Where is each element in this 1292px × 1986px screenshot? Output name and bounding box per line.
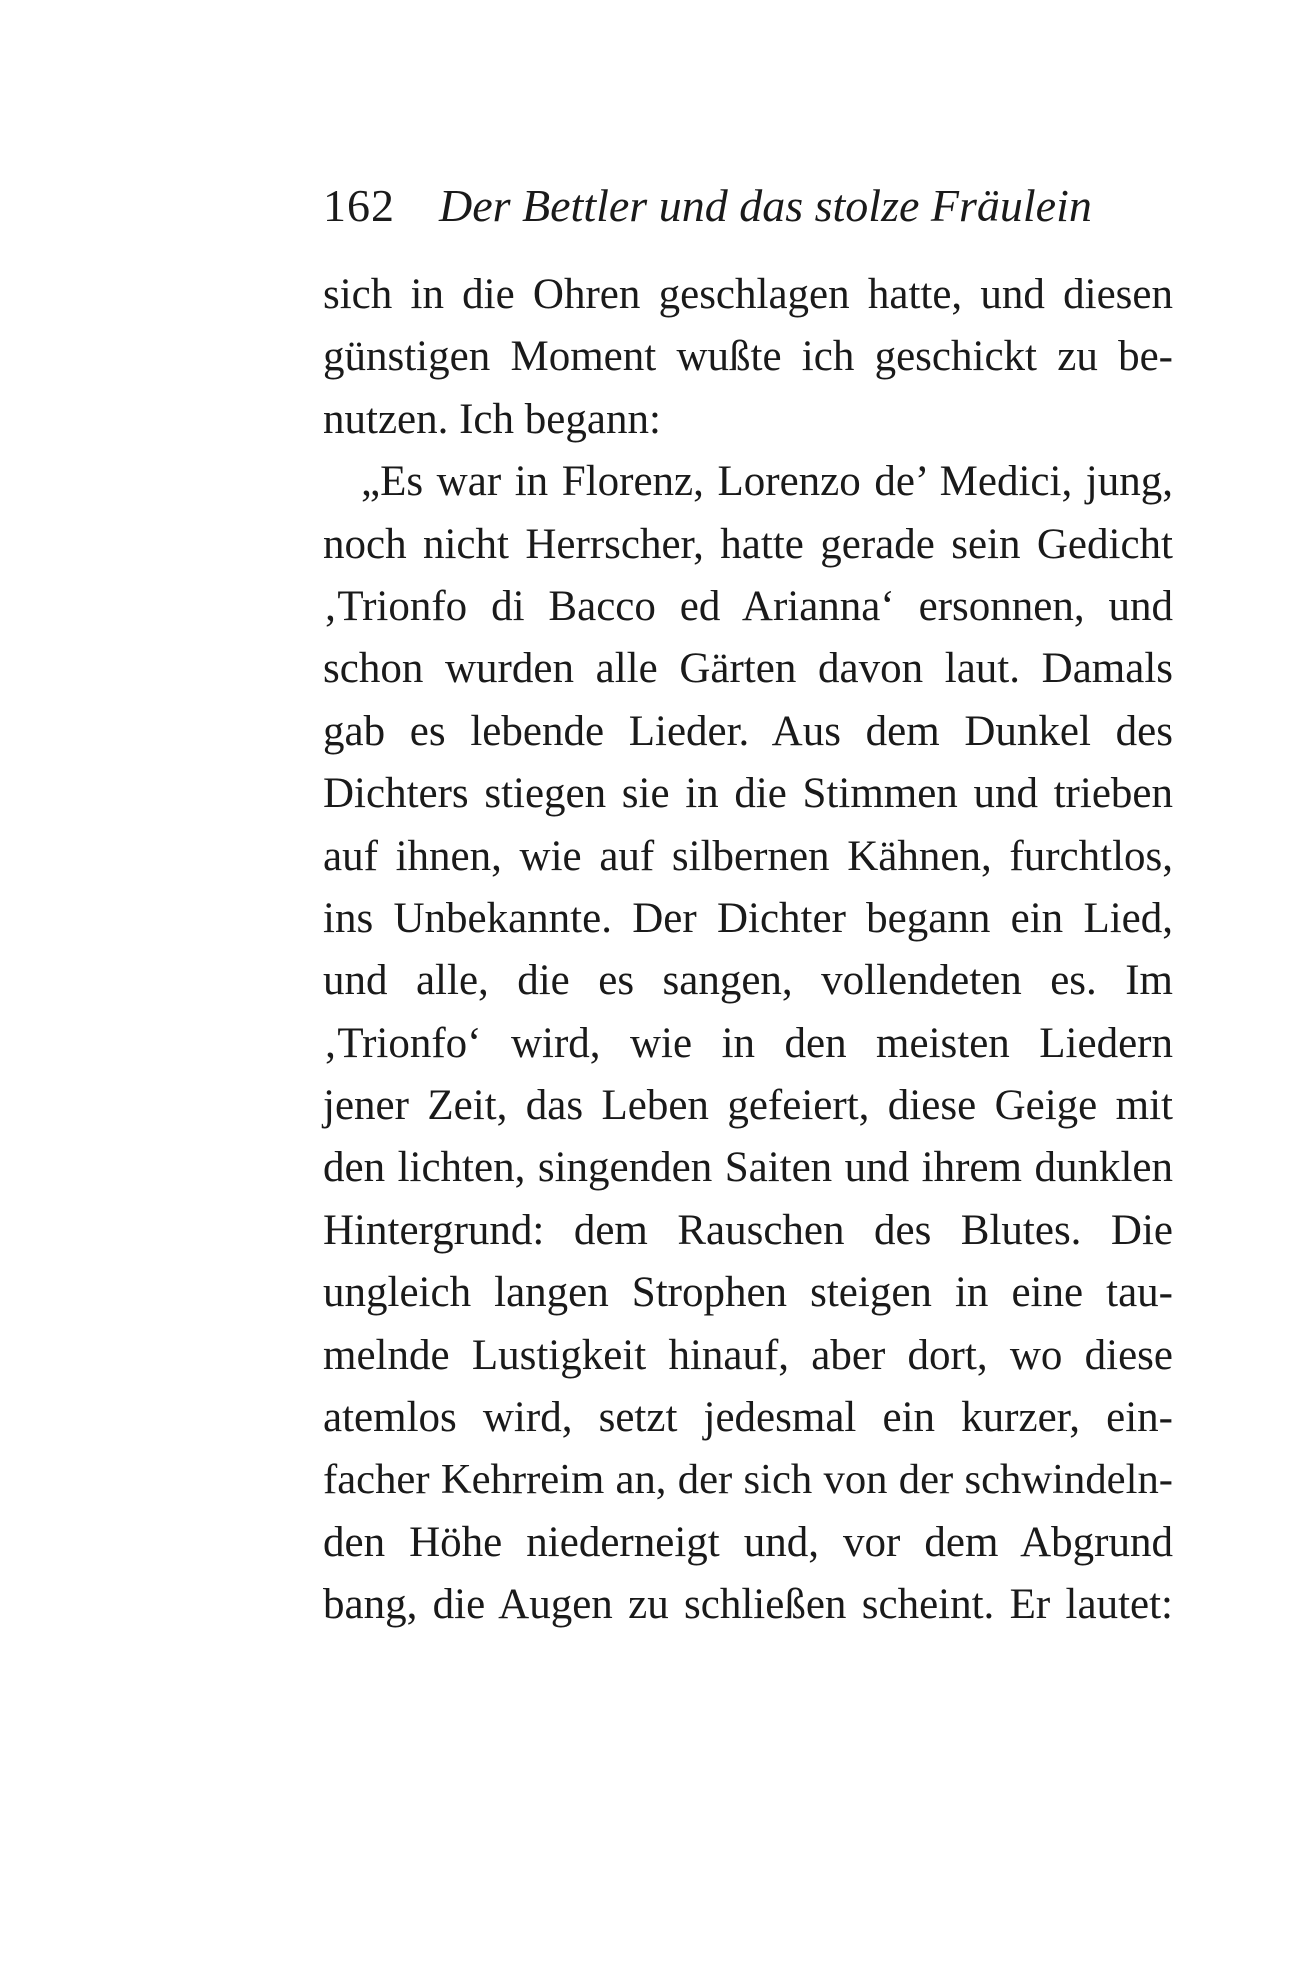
text-line: den Höhe niederneigt und, vor dem Abgrund — [323, 1518, 1173, 1566]
text-line: günstigen Moment wußte ich geschickt zu be- — [323, 333, 1173, 381]
text-line: den lichten, singenden Saiten und ihrem dunklen — [323, 1144, 1173, 1192]
text-line: melnde Lustigkeit hinauf, aber dort, wo diese — [323, 1331, 1173, 1379]
page-number: 162 — [323, 180, 395, 231]
text-line: ‚Trionfo di Bacco ed Arianna‘ ersonnen, und — [323, 582, 1173, 630]
text-line: nutzen. Ich begann: — [323, 395, 661, 443]
text-line: ‚Trionfo‘ wird, wie in den meisten Liedern — [323, 1019, 1173, 1067]
text-line: jener Zeit, das Leben gefeiert, diese Geige mit — [323, 1082, 1173, 1130]
running-head — [323, 176, 1173, 236]
text-line: bang, die Augen zu schließen scheint. Er lautet: — [323, 1581, 1173, 1629]
running-title: Der Bettler und das stolze Fräulein — [439, 180, 1092, 231]
text-line: und alle, die es sangen, vollendeten es. Im — [323, 957, 1173, 1005]
text-line: noch nicht Herrscher, hatte gerade sein Gedicht — [323, 520, 1173, 568]
text-line: facher Kehrreim an, der sich von der schwindeln- — [323, 1456, 1173, 1504]
text-line: Dichters stiegen sie in die Stimmen und trieben — [323, 770, 1173, 818]
text-line: atemlos wird, setzt jedesmal ein kurzer, ein- — [323, 1394, 1173, 1442]
text-line: ungleich langen Strophen steigen in eine tau- — [323, 1269, 1173, 1317]
body-text — [323, 264, 1173, 1637]
text-line: auf ihnen, wie auf silbernen Kähnen, furchtlos, — [323, 832, 1173, 880]
text-line: ins Unbekannte. Der Dichter begann ein Lied, — [323, 894, 1173, 942]
text-line: gab es lebende Lieder. Aus dem Dunkel des — [323, 707, 1173, 755]
text-line: schon wurden alle Gärten davon laut. Damals — [323, 645, 1173, 693]
text-line: Hintergrund: dem Rauschen des Blutes. Die — [323, 1206, 1173, 1254]
text-line: „Es war in Florenz, Lorenzo de’ Medici, jung, — [361, 458, 1173, 506]
text-line: sich in die Ohren geschlagen hatte, und diesen — [323, 271, 1173, 318]
